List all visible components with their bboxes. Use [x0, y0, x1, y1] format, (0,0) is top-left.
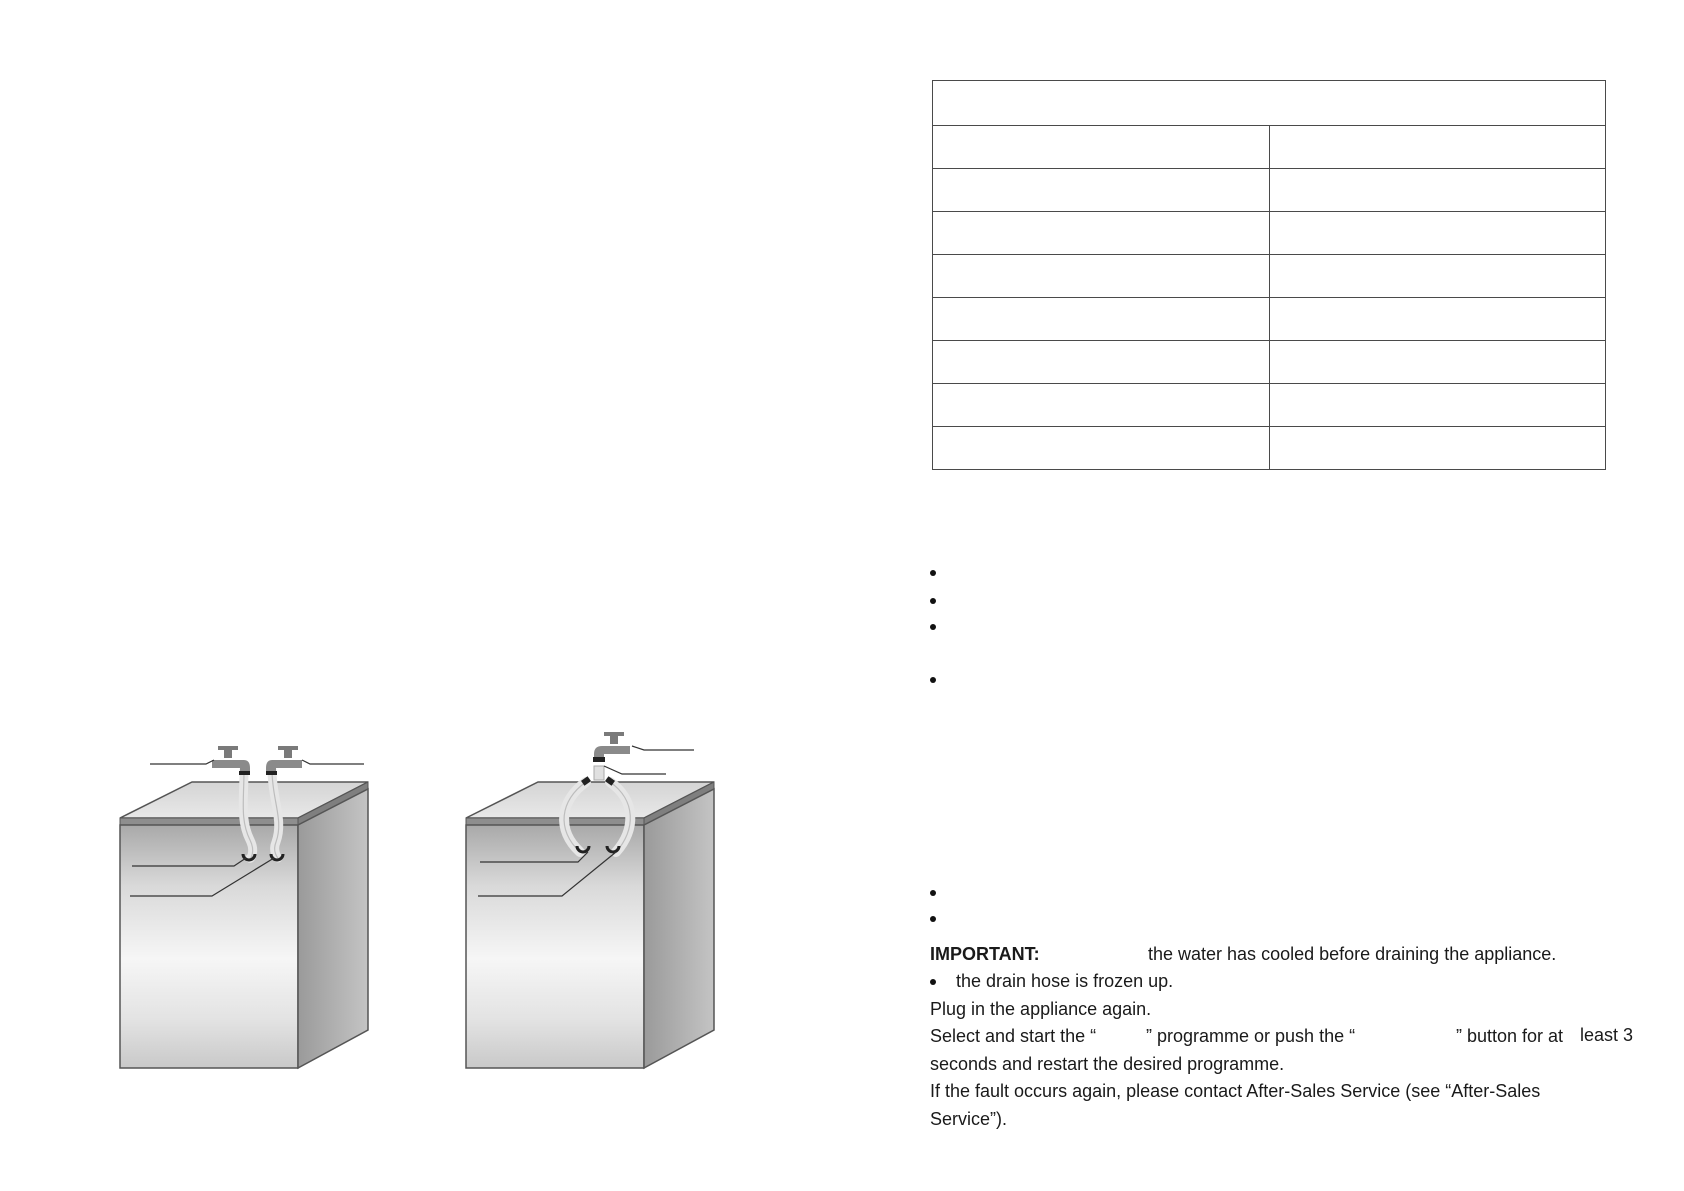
- table-cell: [1269, 427, 1606, 470]
- bullet-point: [930, 890, 936, 896]
- tap-icon: [266, 746, 302, 775]
- table-cell: [1269, 126, 1606, 169]
- bullet-point: [930, 624, 936, 630]
- bullet-point: [930, 979, 936, 985]
- table-row: [933, 298, 1606, 341]
- bullet-point: [930, 916, 936, 922]
- important-label: IMPORTANT:: [930, 944, 1040, 964]
- table-cell: [933, 126, 1270, 169]
- table-row: [933, 126, 1606, 169]
- specification-table: [932, 80, 1606, 470]
- tap-icon: [212, 746, 250, 775]
- table-header-cell: [933, 81, 1606, 126]
- appliance-2: [466, 732, 714, 1068]
- table-cell: [933, 169, 1270, 212]
- important-text: the water has cooled before draining the appliance.: [1148, 944, 1557, 964]
- fault-text-line1: If the fault occurs again, please contact After-Sales Service (see “After-Sales: [930, 1081, 1541, 1101]
- bullet-point: [930, 677, 936, 683]
- table-cell: [933, 384, 1270, 427]
- table-cell: [933, 341, 1270, 384]
- bullet-point: [930, 570, 936, 576]
- table-cell: [1269, 169, 1606, 212]
- table-row: [933, 384, 1606, 427]
- table-header-row: [933, 81, 1606, 126]
- table-cell: [1269, 384, 1606, 427]
- bullet-point: [930, 598, 936, 604]
- table-cell: [1269, 341, 1606, 384]
- appliance-1: [120, 746, 368, 1068]
- plug-in-text: Plug in the appliance again.: [930, 999, 1152, 1019]
- appliance-illustrations: [0, 0, 760, 1191]
- table-cell: [1269, 212, 1606, 255]
- table-row: [933, 255, 1606, 298]
- table-row: [933, 427, 1606, 470]
- table-cell: [933, 298, 1270, 341]
- table-cell: [933, 212, 1270, 255]
- fault-text-line2: Service”).: [930, 1109, 1008, 1129]
- select-text-part2: ” programme or push the “: [1146, 1026, 1356, 1046]
- select-text-line2: seconds and restart the desired programme.: [930, 1054, 1285, 1074]
- table-cell: [1269, 255, 1606, 298]
- table-cell: [1269, 298, 1606, 341]
- select-text-part4: least 3: [1580, 1025, 1634, 1045]
- table-row: [933, 169, 1606, 212]
- table-cell: [933, 427, 1270, 470]
- table-row: [933, 212, 1606, 255]
- table-cell: [933, 255, 1270, 298]
- frozen-hose-text: the drain hose is frozen up.: [956, 971, 1174, 991]
- tap-icon: [593, 732, 630, 762]
- select-text-part3: ” button for at: [1456, 1026, 1564, 1046]
- table-row: [933, 341, 1606, 384]
- select-text-part1: Select and start the “: [930, 1026, 1097, 1046]
